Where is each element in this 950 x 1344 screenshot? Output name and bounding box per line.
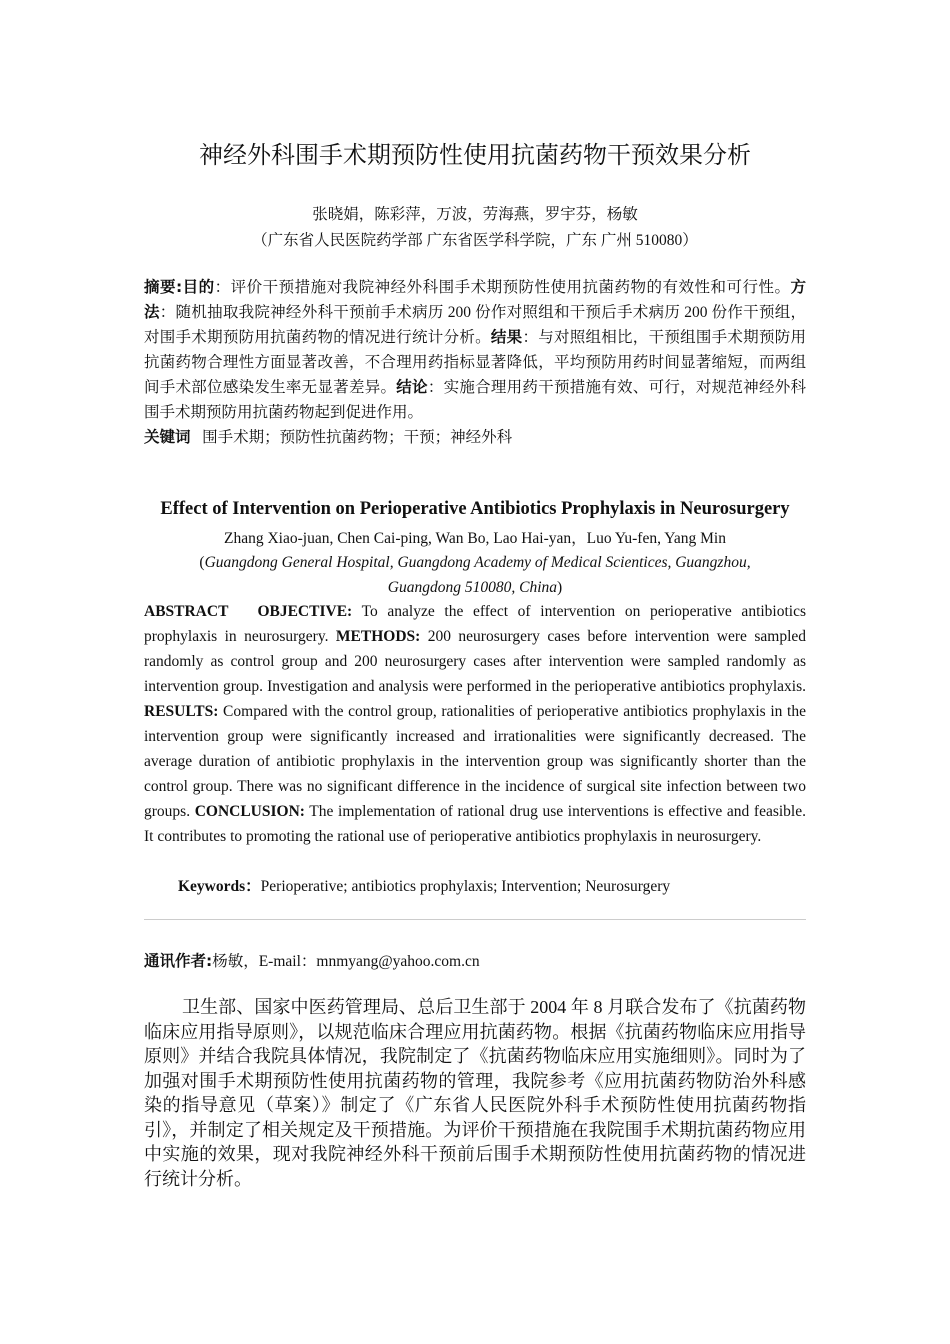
correspondence [144,949,806,971]
abstract-label: 摘要: [144,278,183,296]
keywords-label: Keywords： [178,878,261,895]
keywords-label: 关键词 [144,428,191,446]
paper-title-cn: 神经外科围手术期预防性使用抗菌药物干预效果分析 [199,141,751,169]
objective-label: OBJECTIVE: [257,603,353,620]
conclusion-text: The implementation of rational drug use interventions is effective and feasible. It contributes to promoting the rational use of perioperative antibiotics prophylaxis in neurosurgery. [144,803,806,845]
abstract-cn [144,275,806,425]
results-text: ：与对照组相比，干预组围手术期预防用抗菌药物合理性方面显著改善，不合理用药指标显著降低，平均预防用药时间显著缩短，而两组间手术部位感染发生率无显著差异。 [144,329,806,396]
conclusion-text: ：实施合理用药干预措施有效、可行，对规范神经外科围手术期预防用抗菌药物起到促进作用。 [144,379,806,421]
divider [144,919,806,920]
affiliation-text: Guangdong General Hospital, Guangdong Academy of Medical Scientices, Guangzhou, Guangdong 510080, China [204,554,751,596]
abstract-label: ABSTRACT [144,603,229,620]
objective-text: To analyze the effect of intervention on perioperative antibiotics prophylaxis in neurosurgery. [144,603,807,645]
methods-text: 200 neurosurgery cases before intervention were sampled randomly as control group and 200 neurosurgery cases after intervention were sampled randomly as intervention group. Investigation and analysis were performed in the perioperative antibiotics prophylaxis. [144,628,807,695]
results-label: 结果 [490,328,523,346]
authors-en: Zhang Xiao-juan, Chen Cai-ping, Wan Bo, Lao Hai-yan，Luo Yu-fen, Yang Min [224,530,726,547]
keywords-text: Perioperative; antibiotics prophylaxis; Intervention; Neurosurgery [260,878,671,895]
abstract-en [144,599,806,849]
conclusion-label: 结论 [396,378,428,396]
body-paragraph: 卫生部、国家中医药管理局、总后卫生部于 2004 年 8 月联合发布了《抗菌药物临床应用指导原则》，以规范临床合理应用抗菌药物。根据《抗菌药物临床应用指导原则》并结合我院具体情况，我院制定了《抗菌药物临床应用实施细则》。同时为了加强对围手术期预防性使用抗菌药物的管理，我院参考《应用抗菌药物防治外科感染的指导意见（草案）》制定了《广东省人民医院外科手术预防性使用抗菌药物指引》，并制定了相关规定及干预措施。为评价干预措施在我院围手术期抗菌药物应用中实施的效果，现对我院神经外科干预前后围手术期预防性使用抗菌药物的情况进行统计分析。 [144,997,806,1189]
methods-text: ：随机抽取我院神经外科干预前手术病历 200 份作对照组和干预后手术病历 200 份作干预组，对围手术期预防用抗菌药物的情况进行统计分析。 [144,304,806,346]
results-label: RESULTS: [144,703,219,720]
methods-label: 方法 [144,278,806,321]
keywords-cn [144,425,806,447]
methods-label: METHODS: [335,628,421,645]
correspondence-text: 杨敏，E-mail：mnmyang@yahoo.com.cn [212,953,480,970]
affiliation-cn: （广东省人民医院药学部 广东省医学科学院，广东 广州 510080） [252,232,698,249]
keywords-en [178,874,840,896]
results-text: Compared with the control group, rationalities of perioperative antibiotics prophylaxis in the intervention group were significantly increased and irrationalities were significantly decreased. The average duration of antibiotic prophylaxis in the intervention group was significantly shorter than the control group. There was no significant difference in the incidence of surgical site infection between two groups. [144,703,806,820]
paper-title-en: Effect of Intervention on Perioperative Antibiotics Prophylaxis in Neurosurgery [160,499,790,519]
authors-cn: 张晓娟，陈彩萍，万波，劳海燕，罗宇芬，杨敏 [312,206,638,223]
objective-label: 目的 [182,278,215,296]
objective-text: ：评价干预措施对我院神经外科围手术期预防性使用抗菌药物的有效性和可行性。 [214,279,791,296]
correspondence-label: 通讯作者: [144,952,213,970]
affiliation-en: (Guangdong General Hospital, Guangdong Academy of Medical Scientices, Guangzhou, Guangdong 510080, China) [199,554,751,596]
keywords-text: 围手术期；预防性抗菌药物；干预；神经外科 [202,429,513,446]
conclusion-label: CONCLUSION: [194,803,305,820]
